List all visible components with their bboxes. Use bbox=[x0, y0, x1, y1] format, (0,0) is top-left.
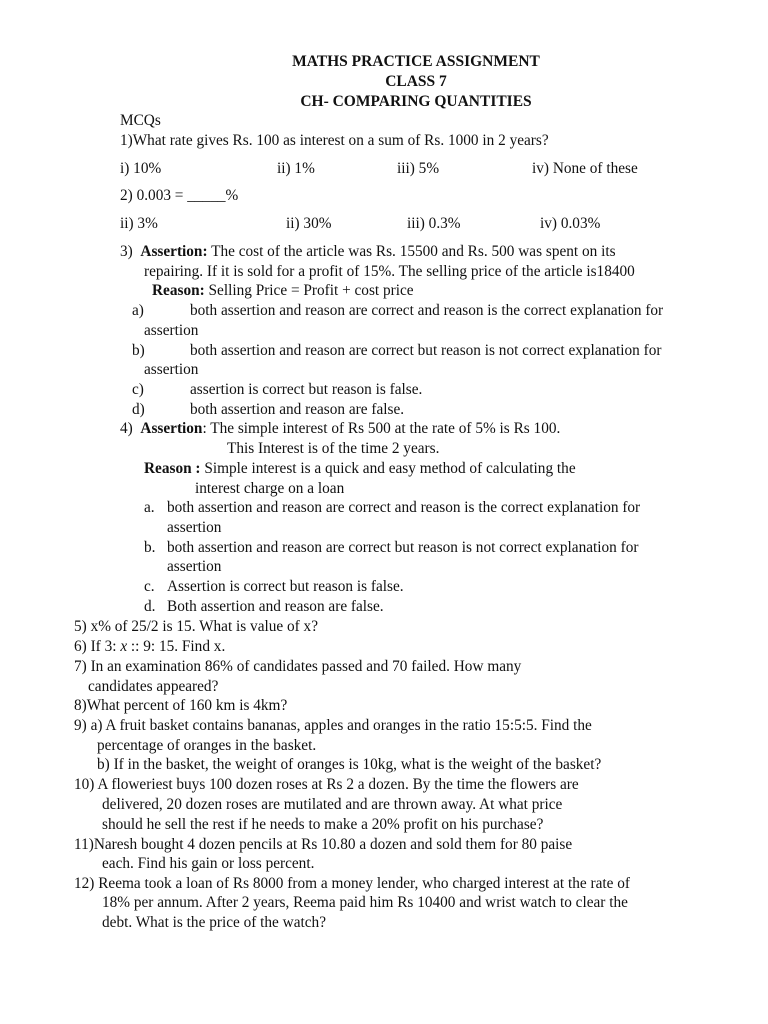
question-11: 11)Naresh bought 4 dozen pencils at Rs 10.80 a dozen and sold them for 80 paise bbox=[74, 836, 573, 853]
q3-option-a-continued: assertion bbox=[144, 322, 199, 339]
q4-option-b: both assertion and reason are correct but reason is not correct explanation for bbox=[167, 539, 639, 556]
q3-option-a-letter: a) bbox=[132, 302, 144, 319]
q2-option-4: iv) 0.03% bbox=[540, 215, 601, 232]
q6-variable: x bbox=[120, 638, 128, 655]
q3-number: 3) bbox=[120, 243, 133, 260]
q4-option-a-continued: assertion bbox=[167, 519, 222, 536]
question-12-line-2: 18% per annum. After 2 years, Reema paid him Rs 10400 and wrist watch to clear the bbox=[102, 894, 628, 911]
q3-option-d-letter: d) bbox=[132, 401, 145, 418]
q4-option-d: Both assertion and reason are false. bbox=[167, 598, 384, 615]
q4-option-d-letter: d. bbox=[144, 598, 156, 615]
q4-option-a: both assertion and reason are correct and reason is the correct explanation for bbox=[167, 499, 641, 516]
question-9a-continued: percentage of oranges in the basket. bbox=[97, 737, 317, 754]
q2-option-3: iii) 0.3% bbox=[407, 215, 461, 232]
q3-option-c: assertion is correct but reason is false. bbox=[190, 381, 423, 398]
q2-option-2: ii) 30% bbox=[286, 215, 332, 232]
q3-assertion-text: The cost of the article was Rs. 15500 and Rs. 500 was spent on its bbox=[207, 243, 616, 260]
q4-assertion-continued: This Interest is of the time 2 years. bbox=[227, 440, 440, 457]
assignment-title: MATHS PRACTICE ASSIGNMENT bbox=[292, 53, 540, 70]
q3-reason bbox=[152, 281, 414, 300]
q3-option-b: both assertion and reason are correct but reason is not correct explanation for bbox=[190, 342, 662, 359]
q1-option-1: i) 10% bbox=[120, 160, 162, 177]
q3-reason-label: Reason: bbox=[152, 282, 205, 299]
q4-option-b-continued: assertion bbox=[167, 558, 222, 575]
q3-option-b-continued: assertion bbox=[144, 361, 199, 378]
q6-text-start: 6) If 3: bbox=[74, 638, 121, 655]
question-12-line-3: debt. What is the price of the watch? bbox=[102, 914, 326, 931]
question-12: 12) Reema took a loan of Rs 8000 from a money lender, who charged interest at the rate of bbox=[74, 875, 630, 892]
q1-option-4: iv) None of these bbox=[532, 160, 638, 177]
q3-option-b-letter: b) bbox=[132, 342, 145, 359]
q4-assertion-label: Assertion bbox=[140, 420, 203, 437]
q3-option-a: both assertion and reason are correct and reason is the correct explanation for bbox=[190, 302, 664, 319]
q4-reason-label: Reason : bbox=[144, 460, 201, 477]
q4-reason bbox=[144, 459, 576, 478]
q4-reason-continued: interest charge on a loan bbox=[195, 480, 345, 497]
question-6 bbox=[74, 637, 225, 656]
question-11-continued: each. Find his gain or loss percent. bbox=[102, 855, 315, 872]
question-9a: 9) a) A fruit basket contains bananas, apples and oranges in the ratio 15:5:5. Find the bbox=[74, 717, 592, 734]
q3-option-c-letter: c) bbox=[132, 381, 144, 398]
q4-option-c: Assertion is correct but reason is false. bbox=[167, 578, 404, 595]
question-7-continued: candidates appeared? bbox=[88, 678, 219, 695]
q3-reason-text: Selling Price = Profit + cost price bbox=[204, 282, 414, 299]
question-1: 1)What rate gives Rs. 100 as interest on a sum of Rs. 1000 in 2 years? bbox=[120, 132, 549, 149]
question-9b: b) If in the basket, the weight of oranges is 10kg, what is the weight of the basket? bbox=[97, 756, 602, 773]
q4-reason-text: Simple interest is a quick and easy method of calculating the bbox=[200, 460, 576, 477]
question-10-line-2: delivered, 20 dozen roses are mutilated and are thrown away. At what price bbox=[102, 796, 563, 813]
q3-assertion-label: Assertion: bbox=[140, 243, 208, 260]
question-10-line-3: should he sell the rest if he needs to make a 20% profit on his purchase? bbox=[102, 816, 544, 833]
question-8: 8)What percent of 160 km is 4km? bbox=[74, 697, 288, 714]
q1-option-2: ii) 1% bbox=[277, 160, 315, 177]
q4-option-c-letter: c. bbox=[144, 578, 155, 595]
class-label: CLASS 7 bbox=[385, 73, 447, 90]
question-10: 10) A floweriest buys 100 dozen roses at Rs 2 a dozen. By the time the flowers are bbox=[74, 776, 579, 793]
mcq-label: MCQs bbox=[120, 112, 161, 129]
q2-option-1: ii) 3% bbox=[120, 215, 158, 232]
q1-option-3: iii) 5% bbox=[397, 160, 440, 177]
question-4-assertion bbox=[120, 419, 560, 438]
chapter-title: CH- COMPARING QUANTITIES bbox=[300, 93, 532, 110]
question-3-assertion bbox=[120, 242, 616, 261]
q4-option-a-letter: a. bbox=[144, 499, 155, 516]
q3-assertion-continued: repairing. If it is sold for a profit of 15%. The selling price of the article is18400 bbox=[144, 263, 635, 280]
q3-option-d: both assertion and reason are false. bbox=[190, 401, 405, 418]
q4-number: 4) bbox=[120, 420, 133, 437]
q4-assertion-text: : The simple interest of Rs 500 at the rate of 5% is Rs 100. bbox=[202, 420, 561, 437]
question-2: 2) 0.003 = _____% bbox=[120, 187, 239, 204]
q4-option-b-letter: b. bbox=[144, 539, 156, 556]
q6-text-end: :: 9: 15. Find x. bbox=[127, 638, 226, 655]
question-5: 5) x% of 25/2 is 15. What is value of x? bbox=[74, 618, 318, 635]
question-7: 7) In an examination 86% of candidates passed and 70 failed. How many bbox=[74, 658, 522, 675]
